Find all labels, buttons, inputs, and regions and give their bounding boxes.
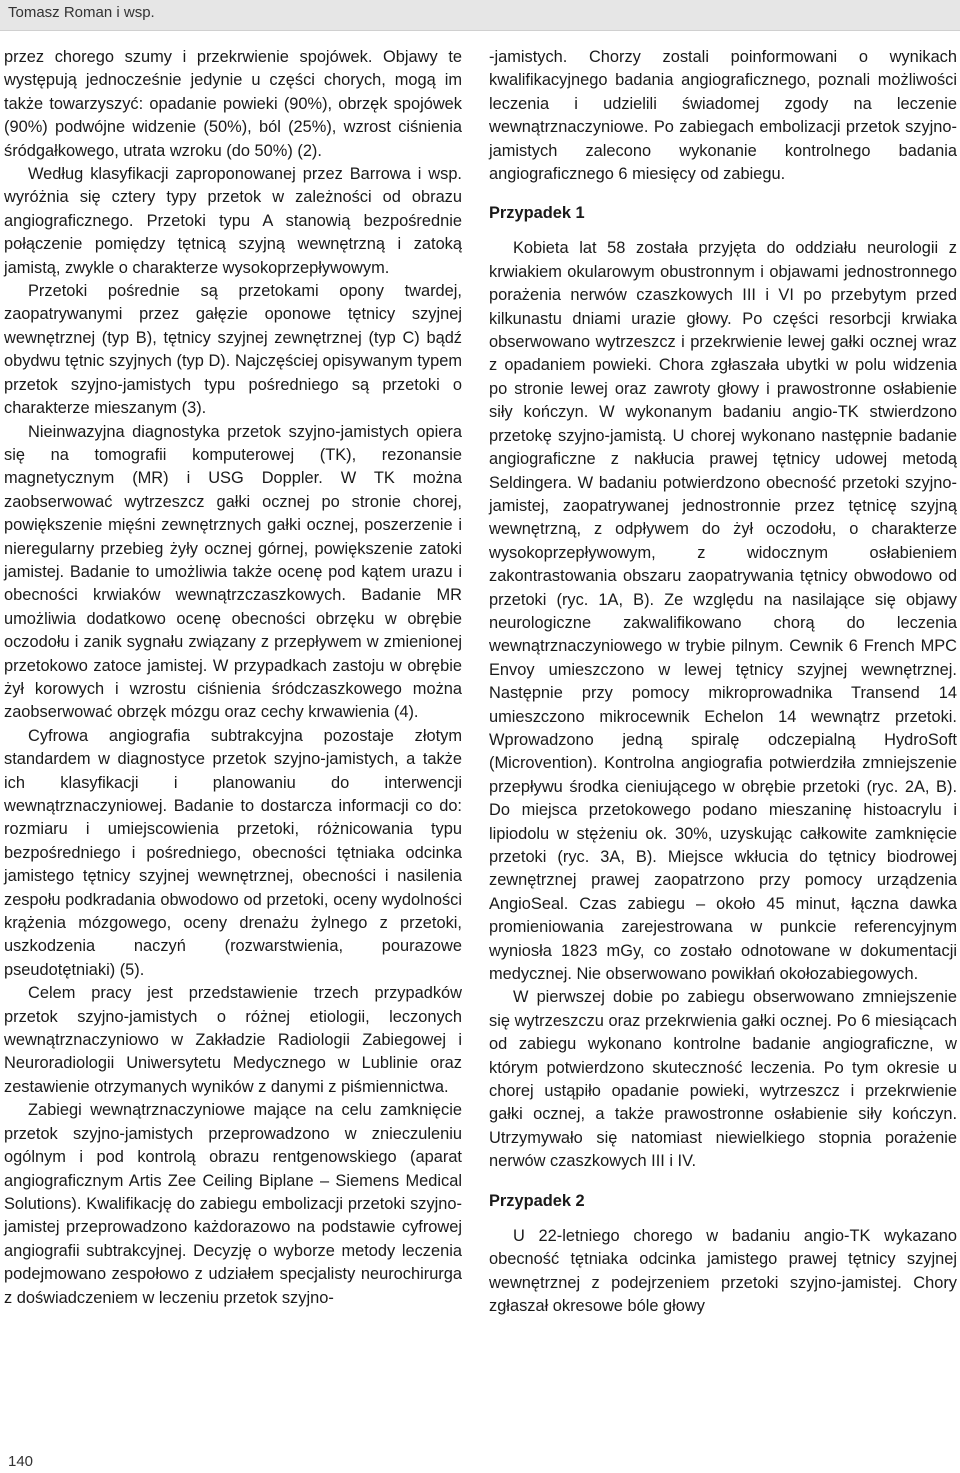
section-heading-case-2: Przypadek 2: [489, 1191, 585, 1210]
paragraph: Nieinwazyjna diagnostyka przetok szyjno-jamistych opiera się na tomografii komputerowej (TK), rezonansie magnetycznym (MR) i USG Doppler. W TK można zaobserwować wytrzeszcz gałki ocznej po stronie chorej, powiększenie mięśni zewnętrznych gałki ocznej, poszerzenie i nieregularny przebieg żyły ocznej górnej, powiększenie zatoki jamistej. Badanie to umożliwia także ocenę pod kątem urazu i obecności krwiaków wewnątrzczaszkowych. Badanie MR umożliwia dodatkowo ocenę obecności obrzęku w obrębie oczodołu i zanik sygnału związany z przepływem w zmienionej przetokowo zatoce jamistej. W przypadkach zastoju w obrębie żył korowych i wzrostu ciśnienia śródczaszkowego można zaobserwować obrzęk mózgu oraz cechy krwawienia (4).: [4, 422, 462, 722]
paragraph: -jamistych. Chorzy zostali poinformowani o wynikach kwalifikacyjnego badania angiograficznego, poznali możliwości leczenia i udzielili świadomej zgody na leczenie wewnątrznaczyniowe. Po zabiegach embolizacji przetok szyjno-jamistych zalecono wykonanie kontrolnego badania angiograficznego 6 miesięcy od zabiegu.: [489, 48, 957, 184]
paragraph: Kobieta lat 58 została przyjęta do oddziału neurologii z krwiakiem okularowym obustronnym i objawami jednostronnego porażenia nerwów czaszkowych III i VI po przebytym przed kilkunastu dniami urazie głowy. Po części resorbcji krwiaka obserwowano wytrzeszcz i przekrwienie lewej gałki ocznej wraz z opadaniem powieki. Chora zgłaszała ubytki w polu widzenia po stronie lewej oraz zawroty głowy i prawostronne osłabienie siły kończyn. W wykonanym badaniu angio-TK stwierdzono przetokę szyjno-jamistą. U chorej wykonano następnie badanie angiograficzne z nakłucia prawej tętnicy udowej metodą Seldingera. W badaniu potwierdzono obecność przetoki szyjno-jamistej, zaopatrywanej jednostronnie przez tętnicę szyjną wewnętrzną, z odpływem do żył oczodołu, o charakterze wysokoprzepływowym, z widocznym osłabieniem zakontrastowania obszaru zaopatrywania tętnicy obwodowo od przetoki (ryc. 1A, B). Ze względu na nasilające się objawy neurologiczne zakwalifikowano chorą do leczenia wewnątrznaczyniowego w trybie pilnym. Cewnik 6 French MPC Envoy umieszczono w lewej tętnicy szyjnej wewnętrznej. Następnie przy pomocy mikroprowadnika Transend 14 umieszczono mikrocewnik Echelon 14 wewnątrz przetoki. Wprowadzono jedną spiralę odczepialną HydroSoft (Microvention). Kontrolna angiografia potwierdziła zmniejszenie przepływu środka cieniującego w obrębie przetoki (ryc. 2A, B). Do miejsca przetokowego podano mieszaninę histoacrylu i lipiodolu w stężeniu ok. 30%, uzyskując całkowite zamknięcie przetoki (ryc. 3A, B). Miejsce wkłucia do tętnicy biodrowej zewnętrznej prawej zaopatrzono przy pomocy urządzenia AngioSeal. Czas zabiegu – około 45 minut, łączna dawka promieniowania zarejestrowana w punkcie referencyjnym wyniosła 1823 mGy, co zostało odnotowane w dokumentacji medycznej. Nie obserwowano powikłań okołozabiegowych.: [489, 239, 957, 984]
paragraph: Zabiegi wewnątrznaczyniowe mające na celu zamknięcie przetok szyjno-jamistych przeprowadzono w znieczuleniu ogólnym i pod kontrolą obrazu rentgenowskiego (aparat angiograficznym Artis Zee Ceiling Biplane – Siemens Medical Solutions). Kwalifikację do zabiegu embolizacji przetoki szyjno-jamistej przeprowadzono każdorazowo na podstawie cyfrowej angiografii subtrakcyjnej. Decyzję o wyborze metody leczenia podejmowano zespołowo z udziałem specjalisty neurochirurga z doświadczeniem w leczeniu przetok szyjno-: [4, 1101, 462, 1307]
right-column: [489, 46, 957, 1318]
paragraph: Cyfrowa angiografia subtrakcyjna pozostaje złotym standardem w diagnostyce przetok szyjno-jamistych, a także ich klasyfikacji i planowaniu do interwencji wewnątrznaczyniowej. Badanie to dostarcza informacji co do: rozmiaru i umiejscowienia przetoki, różnicowania typu bezpośredniego i pośredniego, obecności tętniaka odcinka jamistego tętnicy szyjnej wewnętrznej, obecności i nasilenia zespołu podkradania obwodowo od przetoki, oceny wydolności krążenia mózgowego, oceny drenażu żylnego z przetoki, uszkodzenia naczyń (rozwarstwienia, pourazowe pseudotętniaki) (5).: [4, 726, 462, 979]
paragraph: U 22-letniego chorego w badaniu angio-TK wykazano obecność tętniaka odcinka jamistego prawej tętnicy szyjnej wewnętrznej z podejrzeniem przetoki szyjno-jamistej. Chory zgłaszał okresowe bóle głowy: [489, 1226, 957, 1315]
author-line: Tomasz Roman i wsp.: [8, 4, 155, 21]
paragraph: Przetoki pośrednie są przetokami opony twardej, zaopatrywanymi przez gałęzie oponowe tętnicy szyjnej wewnętrznej (typ B), tętnicy szyjnej zewnętrznej (typ C) bądź obydwu tętnic szyjnych (typ D). Najczęściej opisywanym typem przetok szyjno-jamistych typu pośredniego są przetoki o charakterze mieszanym (3).: [4, 282, 462, 418]
running-header: [0, 0, 960, 31]
paragraph: Celem pracy jest przedstawienie trzech przypadków przetok szyjno-jamistych o różnej etiologii, leczonych wewnątrznaczyniowo w Zakładzie Radiologii Zabiegowej i Neuroradiologii Uniwersytetu Medycznego w Lublinie oraz zestawienie otrzymanych wyników z danymi z piśmiennictwa.: [4, 984, 462, 1096]
paragraph: W pierwszej dobie po zabiegu obserwowano zmniejszenie się wytrzeszczu oraz przekrwienia gałki ocznej. Po 6 miesiącach od zabiegu wykonano kontrolne badanie angiograficzne, w którym potwierdzono skuteczność leczenia. Po tym okresie u chorej ustąpiło opadanie powieki, wytrzeszcz i przekrwienie gałki ocznej, a także prawostronne osłabienie siły kończyn. Utrzymywało się natomiast niewielkiego stopnia porażenie nerwów czaszkowych III i IV.: [489, 988, 957, 1171]
paragraph: przez chorego szumy i przekrwienie spojówek. Objawy te występują jednocześnie jedynie u części chorych, mogą im także towarzyszyć: opadanie powieki (90%), obrzęk spojówek (90%) podwójne widzenie (50%), ból (25%), wzrost ciśnienia śródgałkowego, utrata wzroku (do 50%) (2).: [4, 48, 462, 160]
paragraph: Według klasyfikacji zaproponowanej przez Barrowa i wsp. wyróżnia się cztery typy przetok w zależności od obrazu angiograficznego. Przetoki typu A stanowią bezpośrednie połączenie pomiędzy tętnicą szyjną wewnętrzną i zatoką jamistą, zwykle o charakterze wysokoprzepływowym.: [4, 165, 462, 277]
page-number: 140: [8, 1453, 34, 1470]
section-heading-case-1: Przypadek 1: [489, 204, 585, 223]
left-column: [4, 46, 462, 1310]
